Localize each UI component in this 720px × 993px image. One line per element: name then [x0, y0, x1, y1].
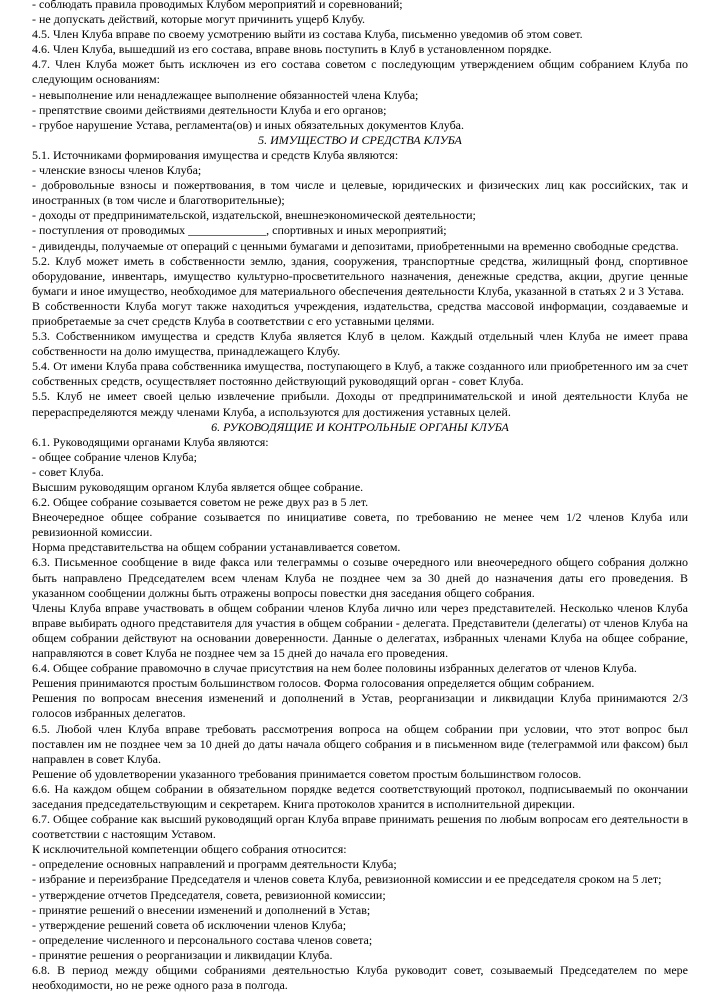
paragraph: 4.6. Член Клуба, вышедший из его состава, вправе вновь поступить в Клуб в установленном порядке. — [32, 42, 552, 57]
paragraph: 6.4. Общее собрание правомочно в случае присутствия на нем более половины избранных делегатов от членов Клуба. — [32, 661, 637, 676]
paragraph: - соблюдать правила проводимых Клубом мероприятий и соревнований; — [32, 0, 403, 11]
paragraph: - утверждение отчетов Председателя, совета, ревизионной комиссии; — [32, 887, 386, 902]
paragraph: - определение численного и персонального состава членов совета; — [32, 932, 373, 947]
paragraph: В собственности Клуба могут также находиться учреждения, издательства, средства массовой информации, создаваемые и приобретаемые за счет средств Клуба в соответствии с его уставными целями. — [32, 298, 688, 328]
paragraph: - грубое нарушение Устава, регламента(ов) и иных обязательных документов Клуба. — [32, 117, 464, 132]
section-heading: 6. РУКОВОДЯЩИЕ И КОНТРОЛЬНЫЕ ОРГАНЫ КЛУБА — [211, 419, 509, 434]
paragraph: 5.4. От имени Клуба права собственника имущества, поступающего в Клуб, а также созданного или приобретенного им за счет собственных средств, осуществляет постоянно действующий руководящий орган - совет Клуба. — [32, 359, 688, 389]
paragraph: 5.2. Клуб может иметь в собственности землю, здания, сооружения, транспортные средства, жилищный фонд, спортивное оборудование, инвентарь, имущество культурно-просветительного назначения, денежные средства, акции, другие ценные бумаги и иное имущество, необходимое для материального обеспечения деятельности Клуба, указанной в статьях 2 и 3 Устава. — [32, 253, 688, 298]
paragraph: Члены Клуба вправе участвовать в общем собрании членов Клуба лично или через представителей. Несколько членов Клуба вправе выбирать одного представителя для участия в общем собрании - делегата. Представители (делегаты) от членов Клуба на общем собрании действуют на основании доверенности. Данные о делегатах, избранных членами Клуба на общее собрание, направляются в совет Клуба не позднее чем за 15 дней до начала его проведения. — [32, 600, 688, 661]
paragraph: 6.1. Руководящими органами Клуба являются: — [32, 434, 269, 449]
paragraph: - утверждение решений совета об исключении членов Клуба; — [32, 917, 347, 932]
paragraph: 6.6. На каждом общем собрании в обязательном порядке ведется соответствующий протокол, подписываемый по окончании заседания председательствующим и секретарем. Книга протоколов хранится в исполнительной дирекции. — [32, 781, 688, 811]
paragraph: - общее собрание членов Клуба; — [32, 449, 197, 464]
paragraph: - совет Клуба. — [32, 464, 104, 479]
paragraph: - принятие решения о реорганизации и ликвидации Клуба. — [32, 947, 333, 962]
paragraph: 5.5. Клуб не имеет своей целью извлечение прибыли. Доходы от предпринимательской и иной деятельности Клуба не перераспределяются между членами Клуба, а используются для достижения уставных целей. — [32, 389, 688, 419]
paragraph: Высшим руководящим органом Клуба является общее собрание. — [32, 480, 364, 494]
paragraph: К исключительной компетенции общего собрания относится: — [32, 842, 347, 857]
paragraph: - дивиденды, получаемые от операций с ценными бумагами и депозитами, приобретенными на временно свободные средства. — [32, 238, 679, 253]
paragraph: 4.5. Член Клуба вправе по своему усмотрению выйти из состава Клуба, письменно уведомив об этом совет. — [32, 27, 583, 42]
paragraph: - поступления от проводимых _____________, спортивных и иных мероприятий; — [32, 223, 447, 238]
paragraph: Решения принимаются простым большинством голосов. Форма голосования определяется общим собранием. — [32, 676, 595, 691]
paragraph: - принятие решений о внесении изменений и дополнений в Устав; — [32, 902, 371, 917]
paragraph: 6.5. Любой член Клуба вправе требовать рассмотрения вопроса на общем собрании при условии, что этот вопрос был поставлен им не позднее чем за 10 дней до даты начала общего собрания и в письменном виде (телеграммой или факсом) был направлен в совет Клуба. — [32, 721, 688, 766]
paragraph: - невыполнение или ненадлежащее выполнение обязанностей члена Клуба; — [32, 87, 419, 102]
paragraph: Внеочередное общее собрание созывается по инициативе совета, по требованию не менее чем 1/2 членов Клуба или ревизионной комиссии. — [32, 510, 688, 540]
paragraph: - избрание и переизбрание Председателя и членов совета Клуба, ревизионной комиссии и ее председателя сроком на 5 лет; — [32, 872, 662, 887]
paragraph: - добровольные взносы и пожертвования, в том числе и целевые, юридических и физических лиц как российских, так и иностранных (в том числе и благотворительные); — [32, 178, 688, 208]
paragraph: - препятствие своими действиями деятельности Клуба и его органов; — [32, 102, 387, 117]
section-heading: 5. ИМУЩЕСТВО И СРЕДСТВА КЛУБА — [258, 132, 462, 147]
paragraph: Решение об удовлетворении указанного требования принимается советом простым большинством голосов. — [32, 766, 582, 781]
paragraph: - определение основных направлений и программ деятельности Клуба; — [32, 857, 397, 872]
paragraph: 6.7. Общее собрание как высший руководящий орган Клуба вправе принимать решения по любым вопросам его деятельности в соответствии с настоящим Уставом. — [32, 812, 688, 842]
paragraph: - доходы от предпринимательской, издательской, внешнеэкономической деятельности; — [32, 208, 476, 223]
paragraph: 5.1. Источниками формирования имущества и средств Клуба являются: — [32, 147, 399, 162]
paragraph: 6.8. В период между общими собраниями деятельностью Клуба руководит совет, созываемый Председателем по мере необходимости, но не реже одного раза в полгода. — [32, 963, 688, 993]
paragraph: Норма представительства на общем собрании устанавливается советом. — [32, 540, 401, 555]
paragraph: 4.7. Член Клуба может быть исключен из его состава советом с последующим утверждением общим собранием Клуба по следующим основаниям: — [32, 57, 688, 87]
paragraph: - не допускать действий, которые могут причинить ущерб Клубу. — [32, 12, 366, 27]
paragraph: - членские взносы членов Клуба; — [32, 163, 202, 178]
paragraph: 6.2. Общее собрание созывается советом не реже двух раз в 5 лет. — [32, 495, 369, 510]
paragraph: 5.3. Собственником имущества и средств Клуба является Клуб в целом. Каждый отдельный член Клуба не имеет права собственности на долю имущества, принадлежащего Клубу. — [32, 329, 688, 359]
paragraph: Решения по вопросам внесения изменений и дополнений в Устав, реорганизации и ликвидации Клуба принимаются 2/3 голосов избранных делегатов. — [32, 691, 688, 721]
document-page — [32, 0, 688, 993]
paragraph: 6.3. Письменное сообщение в виде факса или телеграммы о созыве очередного или внеочередного общего собрания должно быть направлено Председателем всем членам Клуба не позднее чем за 30 дней до назначения даты его проведения. В указанном сообщении должны быть отражены вопросы повестки дня заседания общего собрания. — [32, 555, 688, 600]
